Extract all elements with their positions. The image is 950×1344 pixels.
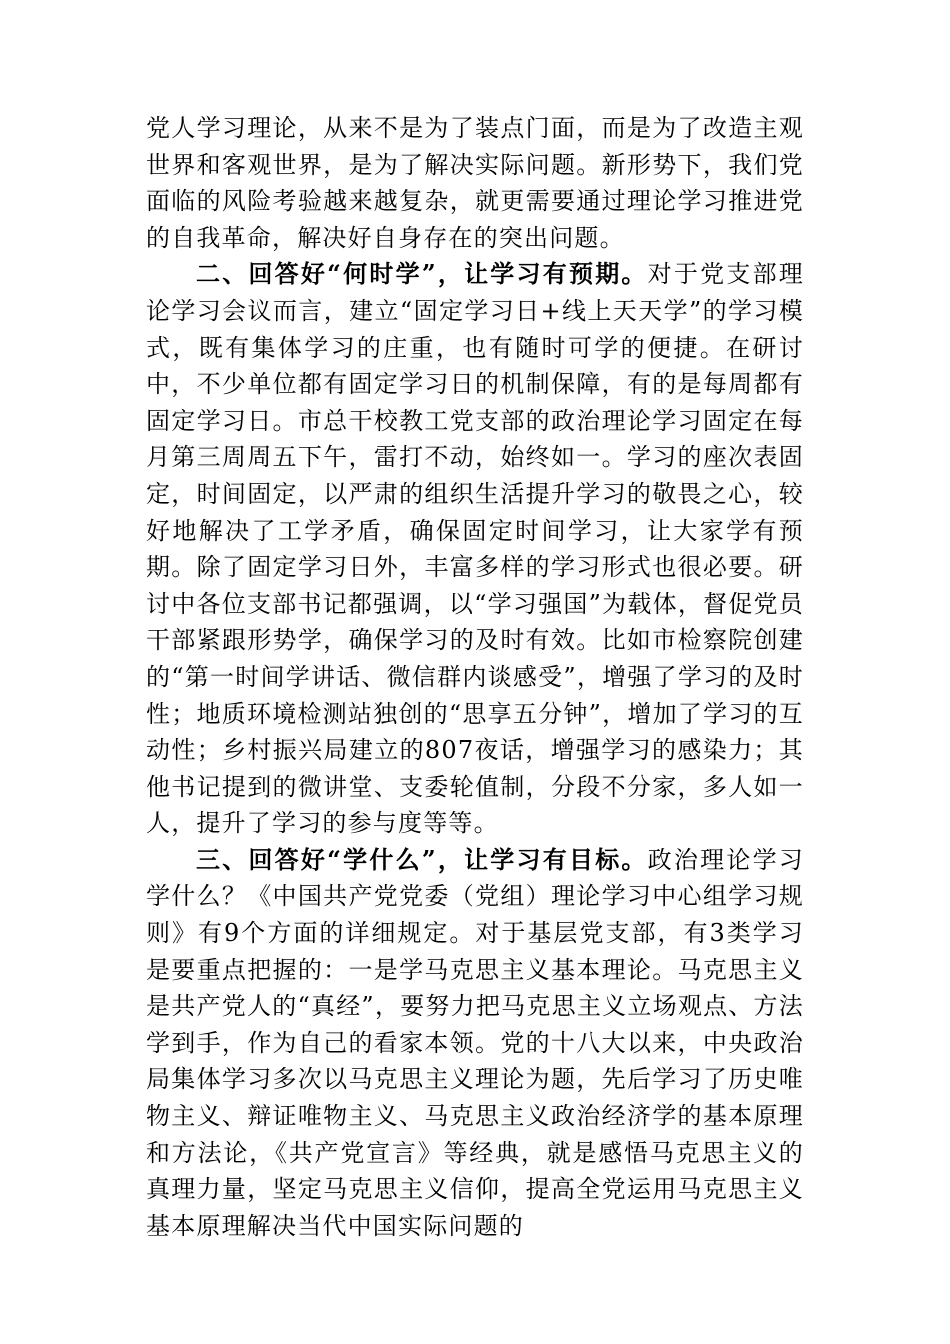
section-heading-2: 二、回答好“何时学”，让学习有预期。	[196, 259, 648, 289]
paragraph-1	[146, 110, 804, 256]
paragraph-2-text: 对于党支部理论学习会议而言，建立“固定学习日+线上天天学”的学习模式，既有集体学习的庄重，也有随时可学的便捷。在研讨中，不少单位都有固定学习日的机制保障，有的是每周都有固定学习日。市总干校教工党支部的政治理论学习固定在每月第三周周五下午，雷打不动，始终如一。学习的座次表固定，时间固定，以严肃的组织生活提升学习的敬畏之心，较好地解决了工学矛盾，确保固定时间学习，让大家学有预期。除了固定学习日外，丰富多样的学习形式也很必要。研讨中各位支部书记都强调，以“学习强国”为载体，督促党员干部紧跟形势学，确保学习的及时有效。比如市检察院创建的“第一时间学讲话、微信群内谈感受”，增强了学习的及时性；地质环境检测站独创的“思享五分钟”，增加了学习的互动性；乡村振兴局建立的807夜话，增强学习的感染力；其他书记提到的微讲堂、支委轮值制，分段不分家，多人如一人，提升了学习的参与度等等。	[146, 260, 804, 838]
paragraph-1-text: 党人学习理论，从来不是为了装点门面，而是为了改造主观世界和客观世界，是为了解决实际问题。新形势下，我们党面临的风险考验越来越复杂，就更需要通过理论学习推进党的自我革命，解决好自身存在的突出问题。	[146, 114, 804, 252]
paragraph-3	[146, 842, 804, 1245]
document-body	[146, 110, 804, 1244]
section-heading-3: 三、回答好“学什么”，让学习有目标。	[196, 844, 648, 874]
paragraph-2	[146, 256, 804, 842]
paragraph-3-text: 政治理论学习学什么？《中国共产党党委（党组）理论学习中心组学习规则》有9个方面的详细规定。对于基层党支部，有3类学习是要重点把握的：一是学马克思主义基本理论。马克思主义是共产党人的“真经”，要努力把马克思主义立场观点、方法学到手，作为自己的看家本领。党的十八大以来，中央政治局集体学习多次以马克思主义理论为题，先后学习了历史唯物主义、辩证唯物主义、马克思主义政治经济学的基本原理和方法论，《共产党宣言》等经典，就是感悟马克思主义的真理力量，坚定马克思主义信仰，提高全党运用马克思主义基本原理解决当代中国实际问题的	[146, 845, 804, 1240]
